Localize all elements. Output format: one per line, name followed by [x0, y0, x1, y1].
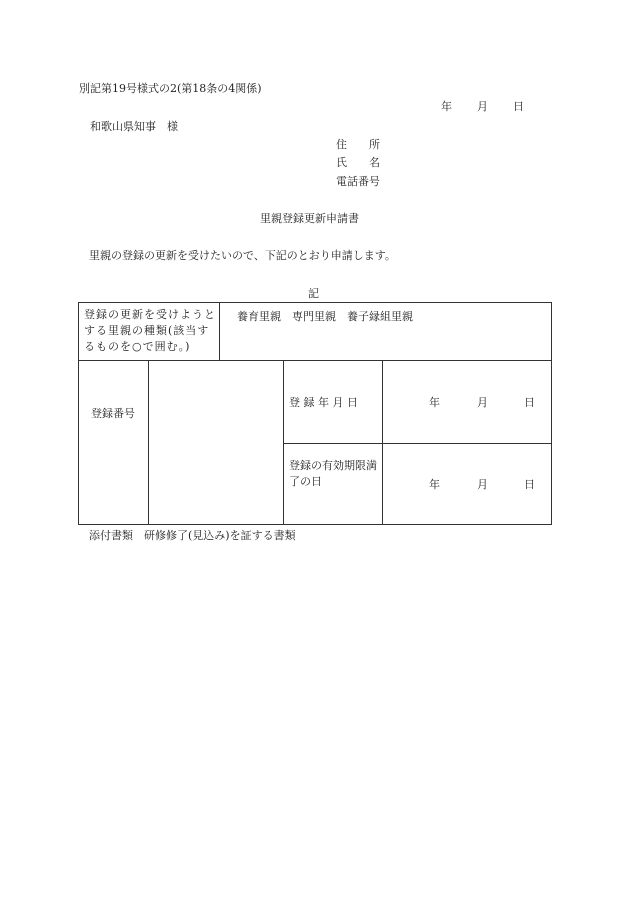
type-label: 登録の更新を受けようとする里親の種類(該当するものを○で囲む。) [84, 308, 216, 353]
name-label: 氏 名 [336, 156, 380, 169]
header-date [0, 101, 630, 113]
document-title: 里親登録更新申請書 [260, 212, 359, 225]
form-number: 別記第19号様式の2(第18条の4関係) [79, 82, 262, 95]
date-month: 月 [477, 100, 488, 113]
table-col-divider-top [219, 302, 220, 361]
reg-date-year: 年 [429, 396, 440, 409]
expiry-label: 登録の有効期限満了の日 [289, 459, 377, 488]
date-day: 日 [513, 100, 524, 113]
ki-heading: 記 [308, 287, 319, 300]
expiry-date-day: 日 [524, 478, 535, 491]
type-options: 養育里親 専門里親 養子縁組里親 [237, 310, 413, 323]
table-border-left [78, 302, 79, 525]
body-text: 里親の登録の更新を受けたいので、下記のとおり申請します。 [89, 249, 396, 262]
phone-label: 電話番号 [336, 175, 380, 188]
table-border-bottom [78, 524, 552, 525]
reg-date-month: 月 [477, 396, 488, 409]
expiry-date-year: 年 [429, 478, 440, 491]
table-col-divider-2 [283, 360, 284, 525]
address-label: 住 所 [336, 138, 380, 151]
table-inner-divider [283, 443, 552, 444]
reg-date-label: 登 録 年 月 日 [289, 396, 358, 409]
expiry-date-month: 月 [477, 478, 488, 491]
table-col-divider-1 [148, 360, 149, 525]
table-row-divider [78, 360, 552, 361]
table-border-top [78, 302, 552, 303]
reg-date-value [0, 397, 630, 409]
attachment-note: 添付書類 研修修了(見込み)を証する書類 [89, 529, 296, 542]
date-year: 年 [441, 100, 452, 113]
table-col-divider-3 [382, 360, 383, 525]
reg-number-label: 登録番号 [91, 407, 135, 420]
reg-date-day: 日 [524, 396, 535, 409]
expiry-date-value [0, 479, 630, 491]
table-border-right [551, 302, 552, 525]
addressee: 和歌山県知事 様 [90, 120, 178, 133]
